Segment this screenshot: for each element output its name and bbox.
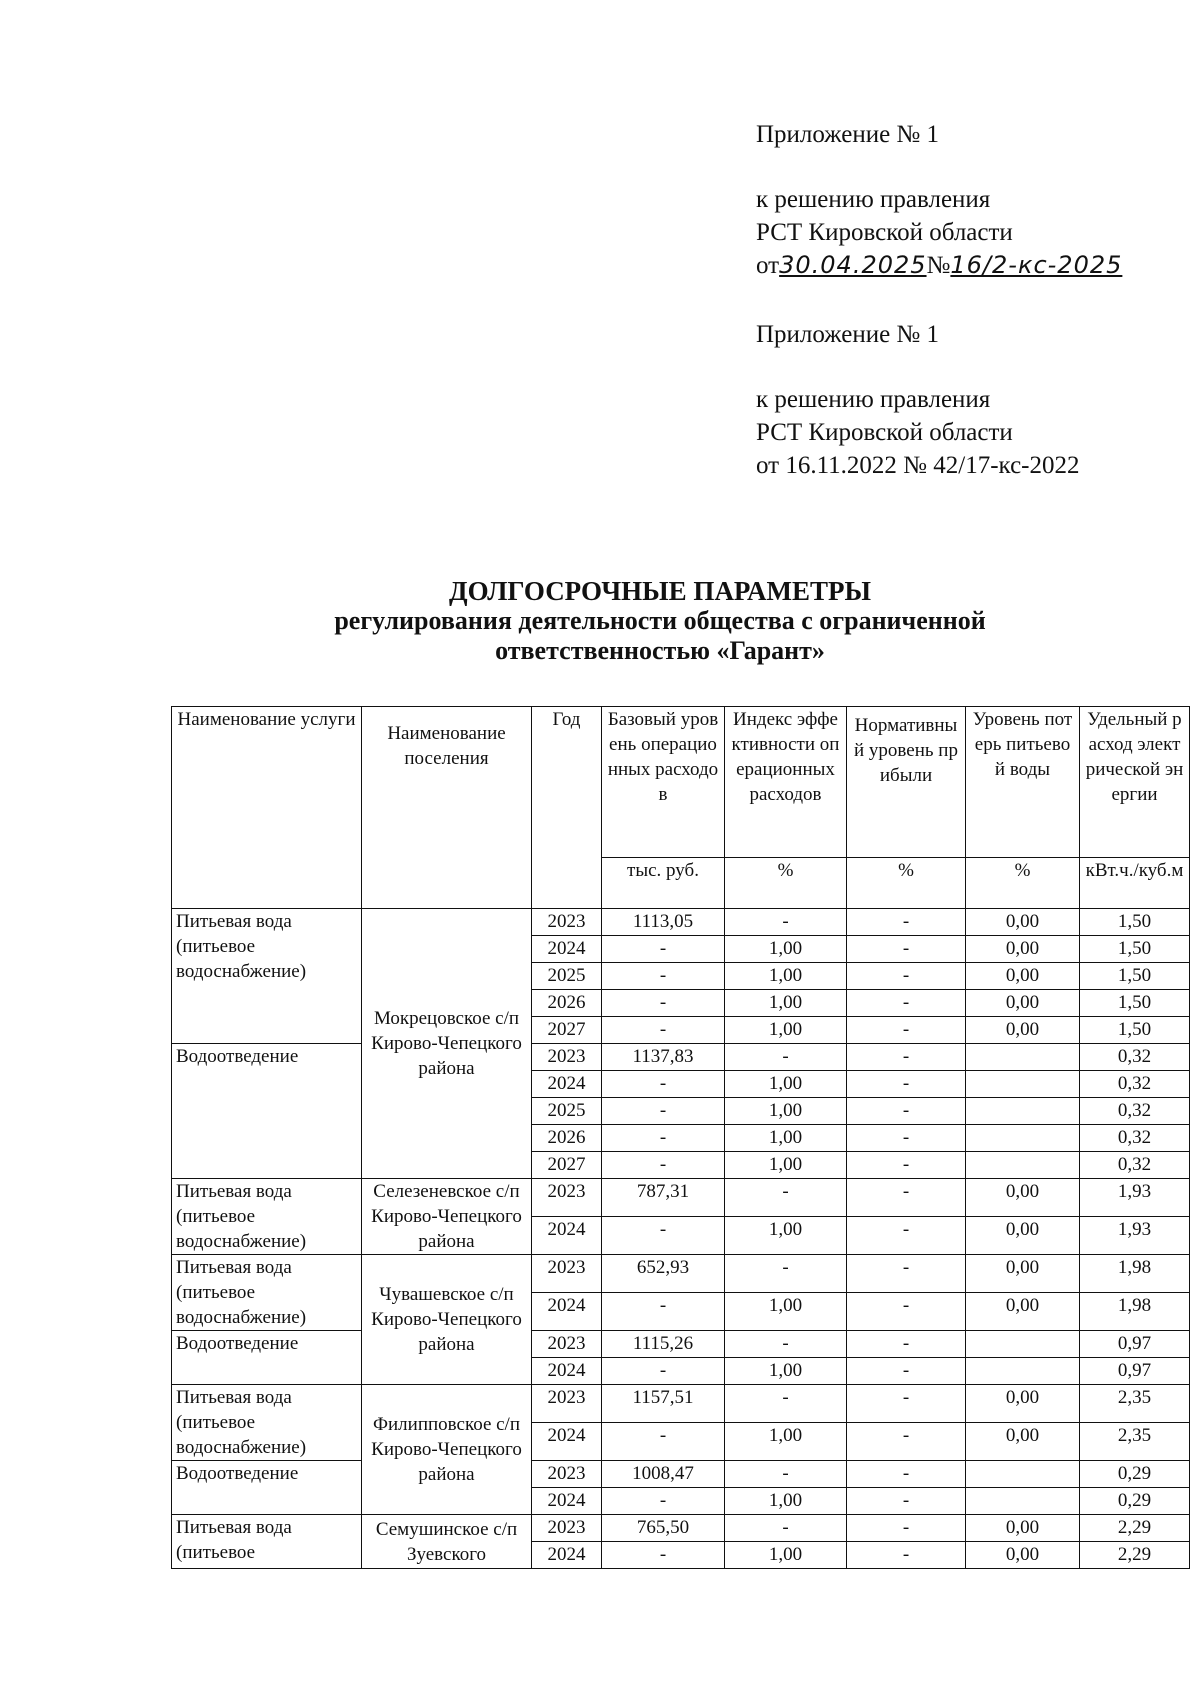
- annex-current: [756, 118, 1122, 282]
- energy-consumption-cell: 2,35: [1080, 1423, 1190, 1461]
- profit-level-cell: -: [847, 1098, 966, 1125]
- annex-current-line1: к решению правления: [756, 186, 991, 213]
- unit-index: %: [725, 858, 847, 909]
- efficiency-index-cell: 1,00: [725, 1358, 847, 1385]
- profit-level-cell: -: [847, 1071, 966, 1098]
- date-prefix: от: [756, 252, 780, 279]
- water-losses-cell: [966, 1125, 1080, 1152]
- year-cell: 2023: [532, 1385, 602, 1423]
- energy-consumption-cell: 1,50: [1080, 1017, 1190, 1044]
- efficiency-index-cell: 1,00: [725, 1071, 847, 1098]
- header-year: Год: [532, 707, 602, 909]
- base-cost-cell: 1008,47: [602, 1461, 725, 1488]
- service-name: Питьевая вода (питьевое водоснабжение): [172, 909, 362, 1044]
- water-losses-cell: 0,00: [966, 1515, 1080, 1542]
- profit-level-cell: -: [847, 990, 966, 1017]
- year-cell: 2026: [532, 990, 602, 1017]
- water-losses-cell: 0,00: [966, 1255, 1080, 1293]
- energy-consumption-cell: 0,32: [1080, 1044, 1190, 1071]
- profit-level-cell: -: [847, 1331, 966, 1358]
- annex-current-title: Приложение № 1: [756, 121, 940, 148]
- base-cost-cell: -: [602, 936, 725, 963]
- heading-line3: ответственностью «Гарант»: [495, 636, 825, 665]
- table-row: [172, 1461, 1190, 1488]
- base-cost-cell: 1137,83: [602, 1044, 725, 1071]
- water-losses-cell: 0,00: [966, 963, 1080, 990]
- base-cost-cell: -: [602, 1098, 725, 1125]
- energy-consumption-cell: 1,50: [1080, 990, 1190, 1017]
- base-cost-cell: -: [602, 963, 725, 990]
- year-cell: 2027: [532, 1017, 602, 1044]
- efficiency-index-cell: 1,00: [725, 1098, 847, 1125]
- year-cell: 2023: [532, 1255, 602, 1293]
- base-cost-cell: -: [602, 1152, 725, 1179]
- table-row: [172, 1331, 1190, 1358]
- parameters-table: [171, 706, 1190, 1569]
- water-losses-cell: 0,00: [966, 990, 1080, 1017]
- table-row: [172, 1385, 1190, 1423]
- profit-level-cell: -: [847, 909, 966, 936]
- efficiency-index-cell: 1,00: [725, 990, 847, 1017]
- water-losses-cell: [966, 1331, 1080, 1358]
- year-cell: 2024: [532, 1542, 602, 1569]
- efficiency-index-cell: -: [725, 1385, 847, 1423]
- heading-line1: ДОЛГОСРОЧНЫЕ ПАРАМЕТРЫ: [449, 576, 871, 606]
- water-losses-cell: [966, 1152, 1080, 1179]
- water-losses-cell: 0,00: [966, 936, 1080, 963]
- year-cell: 2023: [532, 909, 602, 936]
- energy-consumption-cell: 0,32: [1080, 1098, 1190, 1125]
- energy-consumption-cell: 2,35: [1080, 1385, 1190, 1423]
- service-name: Питьевая вода (питьевое водоснабжение): [172, 1385, 362, 1461]
- profit-level-cell: -: [847, 1515, 966, 1542]
- table-row: [172, 1044, 1190, 1071]
- header-service: Наименование услуги: [172, 707, 362, 909]
- efficiency-index-cell: 1,00: [725, 1542, 847, 1569]
- unit-energy: кВт.ч./куб.м: [1080, 858, 1190, 909]
- profit-level-cell: -: [847, 1293, 966, 1331]
- service-name: Водоотведение: [172, 1044, 362, 1179]
- profit-level-cell: -: [847, 1542, 966, 1569]
- energy-consumption-cell: 2,29: [1080, 1515, 1190, 1542]
- unit-base: тыс. руб.: [602, 858, 725, 909]
- settlement-name: Семушинское с/п Зуевского: [362, 1515, 532, 1569]
- profit-level-cell: -: [847, 1423, 966, 1461]
- water-losses-cell: [966, 1044, 1080, 1071]
- energy-consumption-cell: 2,29: [1080, 1542, 1190, 1569]
- water-losses-cell: 0,00: [966, 1385, 1080, 1423]
- base-cost-cell: 765,50: [602, 1515, 725, 1542]
- efficiency-index-cell: 1,00: [725, 963, 847, 990]
- efficiency-index-cell: -: [725, 1255, 847, 1293]
- header-index: Индекс эффективности операционных расходов: [725, 707, 847, 858]
- year-cell: 2024: [532, 936, 602, 963]
- service-name: Водоотведение: [172, 1331, 362, 1385]
- water-losses-cell: 0,00: [966, 1217, 1080, 1255]
- year-cell: 2024: [532, 1358, 602, 1385]
- table-row: [172, 1515, 1190, 1542]
- number-prefix: №: [926, 252, 951, 279]
- efficiency-index-cell: -: [725, 1331, 847, 1358]
- unit-profit: %: [847, 858, 966, 909]
- profit-level-cell: -: [847, 963, 966, 990]
- energy-consumption-cell: 0,32: [1080, 1152, 1190, 1179]
- energy-consumption-cell: 0,32: [1080, 1125, 1190, 1152]
- profit-level-cell: -: [847, 1152, 966, 1179]
- base-cost-cell: -: [602, 1423, 725, 1461]
- water-losses-cell: 0,00: [966, 1179, 1080, 1217]
- profit-level-cell: -: [847, 1488, 966, 1515]
- water-losses-cell: 0,00: [966, 1017, 1080, 1044]
- energy-consumption-cell: 1,93: [1080, 1217, 1190, 1255]
- efficiency-index-cell: -: [725, 1179, 847, 1217]
- base-cost-cell: 652,93: [602, 1255, 725, 1293]
- energy-consumption-cell: 1,50: [1080, 936, 1190, 963]
- annex-previous-line2: РСТ Кировской области: [756, 419, 1013, 446]
- efficiency-index-cell: 1,00: [725, 1293, 847, 1331]
- year-cell: 2025: [532, 963, 602, 990]
- profit-level-cell: -: [847, 1017, 966, 1044]
- water-losses-cell: [966, 1358, 1080, 1385]
- base-cost-cell: -: [602, 1071, 725, 1098]
- annex-current-date-line: [756, 249, 1122, 282]
- year-cell: 2024: [532, 1071, 602, 1098]
- profit-level-cell: -: [847, 1461, 966, 1488]
- energy-consumption-cell: 0,97: [1080, 1358, 1190, 1385]
- base-cost-cell: -: [602, 1293, 725, 1331]
- water-losses-cell: 0,00: [966, 1423, 1080, 1461]
- water-losses-cell: [966, 1098, 1080, 1125]
- base-cost-cell: -: [602, 1017, 725, 1044]
- annex-previous-title: Приложение № 1: [756, 321, 940, 348]
- profit-level-cell: -: [847, 1385, 966, 1423]
- year-cell: 2026: [532, 1125, 602, 1152]
- year-cell: 2024: [532, 1423, 602, 1461]
- table-row: [172, 1255, 1190, 1293]
- year-cell: 2027: [532, 1152, 602, 1179]
- base-cost-cell: 1157,51: [602, 1385, 725, 1423]
- base-cost-cell: 1113,05: [602, 909, 725, 936]
- efficiency-index-cell: 1,00: [725, 1152, 847, 1179]
- energy-consumption-cell: 0,29: [1080, 1488, 1190, 1515]
- document-heading: [150, 576, 1170, 666]
- handwritten-number: 16/2-кс-2025: [950, 251, 1123, 279]
- settlement-name: Филипповское с/п Кирово-Чепецкого района: [362, 1385, 532, 1515]
- year-cell: 2023: [532, 1331, 602, 1358]
- efficiency-index-cell: 1,00: [725, 1017, 847, 1044]
- unit-losses: %: [966, 858, 1080, 909]
- year-cell: 2023: [532, 1461, 602, 1488]
- profit-level-cell: -: [847, 1358, 966, 1385]
- year-cell: 2024: [532, 1488, 602, 1515]
- profit-level-cell: -: [847, 1255, 966, 1293]
- service-name: Питьевая вода (питьевое водоснабжение): [172, 1255, 362, 1331]
- header-settlement: Наименование поселения: [362, 707, 532, 909]
- base-cost-cell: -: [602, 1358, 725, 1385]
- base-cost-cell: -: [602, 1217, 725, 1255]
- handwritten-date: 30.04.2025: [779, 251, 927, 279]
- header-losses: Уровень потерь питьевой воды: [966, 707, 1080, 858]
- base-cost-cell: -: [602, 1542, 725, 1569]
- settlement-name: Мокрецовское с/п Кирово-Чепецкого района: [362, 909, 532, 1179]
- year-cell: 2023: [532, 1179, 602, 1217]
- base-cost-cell: -: [602, 990, 725, 1017]
- year-cell: 2024: [532, 1217, 602, 1255]
- energy-consumption-cell: 0,32: [1080, 1071, 1190, 1098]
- annex-previous-line1: к решению правления: [756, 386, 991, 413]
- settlement-name: Чувашевское с/п Кирово-Чепецкого района: [362, 1255, 532, 1385]
- profit-level-cell: -: [847, 1179, 966, 1217]
- water-losses-cell: 0,00: [966, 1542, 1080, 1569]
- base-cost-cell: -: [602, 1488, 725, 1515]
- header-profit: Нормативный уровень прибыли: [847, 707, 966, 858]
- water-losses-cell: [966, 1461, 1080, 1488]
- year-cell: 2023: [532, 1044, 602, 1071]
- annex-previous-line3: от 16.11.2022 № 42/17-кс-2022: [756, 452, 1080, 479]
- header-energy: Удельный расход электрической энергии: [1080, 707, 1190, 858]
- efficiency-index-cell: 1,00: [725, 1488, 847, 1515]
- year-cell: 2024: [532, 1293, 602, 1331]
- table-row: [172, 1179, 1190, 1217]
- table-row: [172, 909, 1190, 936]
- base-cost-cell: 787,31: [602, 1179, 725, 1217]
- efficiency-index-cell: 1,00: [725, 1125, 847, 1152]
- profit-level-cell: -: [847, 936, 966, 963]
- efficiency-index-cell: -: [725, 1461, 847, 1488]
- energy-consumption-cell: 1,98: [1080, 1255, 1190, 1293]
- service-name: Питьевая вода (питьевое: [172, 1515, 362, 1569]
- profit-level-cell: -: [847, 1125, 966, 1152]
- efficiency-index-cell: -: [725, 1515, 847, 1542]
- header-row: [172, 707, 1190, 858]
- efficiency-index-cell: -: [725, 909, 847, 936]
- energy-consumption-cell: 0,29: [1080, 1461, 1190, 1488]
- settlement-name: Селезеневское с/п Кирово-Чепецкого района: [362, 1179, 532, 1255]
- energy-consumption-cell: 1,93: [1080, 1179, 1190, 1217]
- water-losses-cell: 0,00: [966, 1293, 1080, 1331]
- energy-consumption-cell: 1,98: [1080, 1293, 1190, 1331]
- efficiency-index-cell: 1,00: [725, 1217, 847, 1255]
- energy-consumption-cell: 1,50: [1080, 909, 1190, 936]
- heading-line2: регулирования деятельности общества с ограниченной: [334, 606, 986, 635]
- efficiency-index-cell: 1,00: [725, 936, 847, 963]
- efficiency-index-cell: 1,00: [725, 1423, 847, 1461]
- service-name: Питьевая вода (питьевое водоснабжение): [172, 1179, 362, 1255]
- base-cost-cell: 1115,26: [602, 1331, 725, 1358]
- header-base: Базовый уровень операционных расходов: [602, 707, 725, 858]
- profit-level-cell: -: [847, 1044, 966, 1071]
- efficiency-index-cell: -: [725, 1044, 847, 1071]
- profit-level-cell: -: [847, 1217, 966, 1255]
- water-losses-cell: [966, 1488, 1080, 1515]
- energy-consumption-cell: 0,97: [1080, 1331, 1190, 1358]
- service-name: Водоотведение: [172, 1461, 362, 1515]
- water-losses-cell: [966, 1071, 1080, 1098]
- year-cell: 2023: [532, 1515, 602, 1542]
- annex-previous: [756, 318, 1080, 482]
- base-cost-cell: -: [602, 1125, 725, 1152]
- annex-current-line2: РСТ Кировской области: [756, 219, 1013, 246]
- energy-consumption-cell: 1,50: [1080, 963, 1190, 990]
- year-cell: 2025: [532, 1098, 602, 1125]
- water-losses-cell: 0,00: [966, 909, 1080, 936]
